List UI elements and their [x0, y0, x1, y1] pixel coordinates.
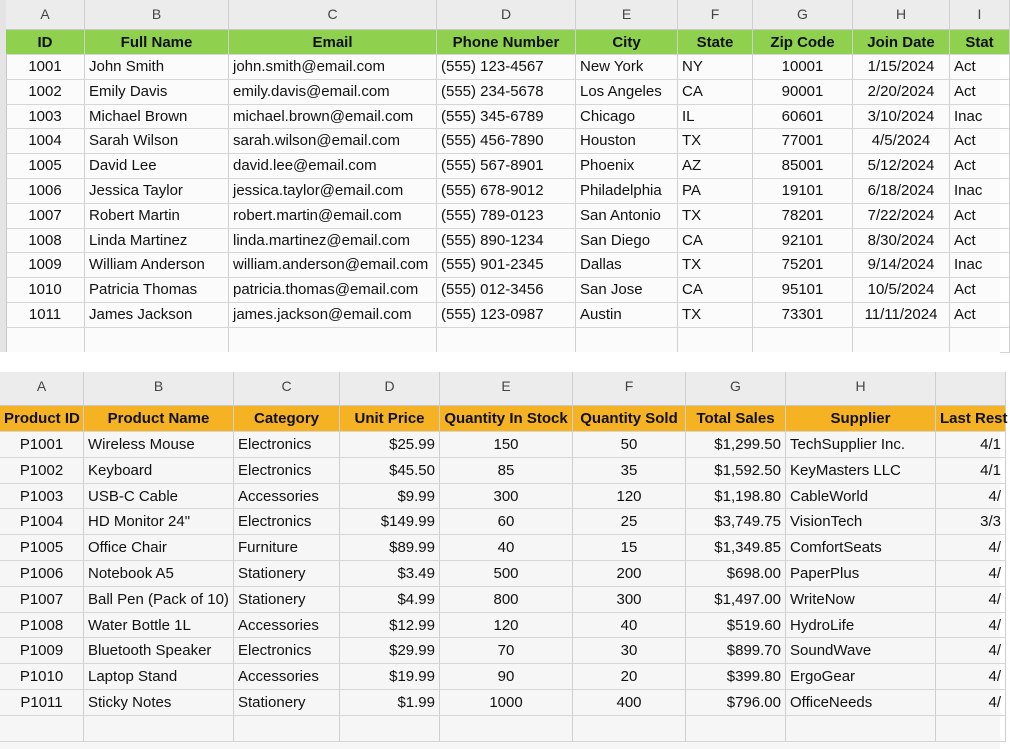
table-cell[interactable]: emily.davis@email.com [229, 80, 437, 105]
product-spreadsheet [0, 372, 1008, 749]
table-cell[interactable]: NY [678, 55, 753, 80]
table-row [0, 179, 1000, 204]
table-cell[interactable]: San Jose [576, 278, 678, 303]
table-cell[interactable]: P1009 [0, 638, 84, 664]
empty-cell[interactable] [936, 716, 1006, 742]
table-cell[interactable]: Linda Martinez [85, 229, 229, 254]
table-cell[interactable]: Philadelphia [576, 179, 678, 204]
column-header-cell[interactable]: Quantity In Stock [440, 406, 573, 432]
table-cell[interactable]: 10/5/2024 [853, 278, 950, 303]
table-cell[interactable]: 1010 [6, 278, 85, 303]
table-cell[interactable]: (555) 890-1234 [437, 229, 576, 254]
table-cell[interactable]: $149.99 [340, 509, 440, 535]
table-cell[interactable]: 40 [573, 613, 686, 639]
table-cell[interactable]: $399.80 [686, 664, 786, 690]
empty-cell[interactable] [686, 716, 786, 742]
table-cell[interactable]: Inac [950, 253, 1010, 278]
table-cell[interactable]: ErgoGear [786, 664, 936, 690]
column-header-cell[interactable]: Join Date [853, 30, 950, 55]
table-row [0, 535, 1000, 561]
column-letter[interactable]: G [753, 0, 853, 30]
table-row [0, 587, 1000, 613]
table-cell[interactable]: 85001 [753, 154, 853, 179]
table-cell[interactable]: Notebook A5 [84, 561, 234, 587]
empty-cell[interactable] [0, 716, 84, 742]
column-header-cell[interactable]: State [678, 30, 753, 55]
table-cell[interactable]: Act [950, 204, 1010, 229]
table-cell[interactable]: james.jackson@email.com [229, 303, 437, 328]
column-header-cell[interactable]: Product Name [84, 406, 234, 432]
table-cell[interactable]: CA [678, 80, 753, 105]
empty-cell[interactable] [786, 716, 936, 742]
table-cell[interactable]: TX [678, 204, 753, 229]
table-cell[interactable]: 300 [573, 587, 686, 613]
column-letter[interactable]: F [573, 372, 686, 406]
table-cell[interactable]: 120 [573, 484, 686, 510]
table-cell[interactable]: Keyboard [84, 458, 234, 484]
table-cell[interactable]: Act [950, 129, 1010, 154]
table-cell[interactable]: $9.99 [340, 484, 440, 510]
table-cell[interactable]: 1004 [6, 129, 85, 154]
column-letter-row [0, 0, 1000, 30]
empty-cell[interactable] [950, 328, 1010, 353]
table-cell[interactable]: michael.brown@email.com [229, 105, 437, 130]
table-cell[interactable]: CA [678, 229, 753, 254]
table-cell[interactable]: Dallas [576, 253, 678, 278]
table-cell[interactable]: 1001 [6, 55, 85, 80]
table-cell[interactable]: Wireless Mouse [84, 432, 234, 458]
table-cell[interactable]: Act [950, 55, 1010, 80]
table-cell[interactable]: (555) 901-2345 [437, 253, 576, 278]
table-cell[interactable]: PaperPlus [786, 561, 936, 587]
table-cell[interactable]: ComfortSeats [786, 535, 936, 561]
table-cell[interactable]: 3/3 [936, 509, 1006, 535]
table-cell[interactable]: Chicago [576, 105, 678, 130]
table-cell[interactable]: P1004 [0, 509, 84, 535]
table-cell[interactable]: SoundWave [786, 638, 936, 664]
table-cell[interactable]: 11/11/2024 [853, 303, 950, 328]
table-cell[interactable]: Bluetooth Speaker [84, 638, 234, 664]
table-cell[interactable]: P1001 [0, 432, 84, 458]
table-cell[interactable]: 2/20/2024 [853, 80, 950, 105]
table-cell[interactable]: 1008 [6, 229, 85, 254]
table-cell[interactable]: william.anderson@email.com [229, 253, 437, 278]
column-letter-row [0, 372, 1000, 406]
table-cell[interactable]: Act [950, 303, 1010, 328]
table-cell[interactable]: 30 [573, 638, 686, 664]
column-letter[interactable]: G [686, 372, 786, 406]
table-cell[interactable]: OfficeNeeds [786, 690, 936, 716]
table-cell[interactable]: 20 [573, 664, 686, 690]
table-header-row [0, 406, 1008, 432]
column-letter[interactable]: D [437, 0, 576, 30]
table-cell[interactable]: CA [678, 278, 753, 303]
table-cell[interactable]: Furniture [234, 535, 340, 561]
table-cell[interactable]: Inac [950, 179, 1010, 204]
table-cell[interactable]: TX [678, 253, 753, 278]
column-letter[interactable]: C [229, 0, 437, 30]
table-cell[interactable]: KeyMasters LLC [786, 458, 936, 484]
column-letter[interactable]: H [853, 0, 950, 30]
table-cell[interactable]: San Antonio [576, 204, 678, 229]
table-cell[interactable]: 9/14/2024 [853, 253, 950, 278]
table-cell[interactable]: 400 [573, 690, 686, 716]
table-cell[interactable]: 4/ [936, 613, 1006, 639]
table-cell[interactable]: linda.martinez@email.com [229, 229, 437, 254]
table-cell[interactable]: 50 [573, 432, 686, 458]
empty-row [0, 328, 1000, 353]
table-cell[interactable]: 800 [440, 587, 573, 613]
table-cell[interactable]: (555) 789-0123 [437, 204, 576, 229]
table-cell[interactable]: 95101 [753, 278, 853, 303]
table-row [0, 484, 1000, 510]
empty-cell[interactable] [753, 328, 853, 353]
table-row [0, 278, 1000, 303]
table-cell[interactable]: $29.99 [340, 638, 440, 664]
table-cell[interactable]: 60 [440, 509, 573, 535]
table-cell[interactable]: P1002 [0, 458, 84, 484]
empty-cell[interactable] [853, 328, 950, 353]
table-cell[interactable]: 4/ [936, 484, 1006, 510]
table-cell[interactable]: 90001 [753, 80, 853, 105]
table-cell[interactable]: Phoenix [576, 154, 678, 179]
column-header-cell[interactable]: Quantity Sold [573, 406, 686, 432]
empty-cell[interactable] [576, 328, 678, 353]
column-letter[interactable]: D [340, 372, 440, 406]
table-cell[interactable]: Electronics [234, 432, 340, 458]
column-header-cell[interactable]: Zip Code [753, 30, 853, 55]
table-cell[interactable]: 200 [573, 561, 686, 587]
empty-cell[interactable] [437, 328, 576, 353]
table-cell[interactable]: jessica.taylor@email.com [229, 179, 437, 204]
table-cell[interactable]: Laptop Stand [84, 664, 234, 690]
customer-spreadsheet [0, 0, 1000, 352]
table-cell[interactable]: $698.00 [686, 561, 786, 587]
table-cell[interactable]: Electronics [234, 458, 340, 484]
table-cell[interactable]: 4/1 [936, 432, 1006, 458]
table-cell[interactable]: (555) 123-4567 [437, 55, 576, 80]
table-cell[interactable]: $3,749.75 [686, 509, 786, 535]
table-cell[interactable]: Act [950, 154, 1010, 179]
table-row [0, 55, 1000, 80]
table-cell[interactable]: 1009 [6, 253, 85, 278]
table-cell[interactable]: Electronics [234, 509, 340, 535]
table-cell[interactable]: 1000 [440, 690, 573, 716]
table-cell[interactable]: (555) 567-8901 [437, 154, 576, 179]
table-row [0, 432, 1000, 458]
table-row [0, 105, 1000, 130]
table-cell[interactable]: San Diego [576, 229, 678, 254]
table-row [0, 303, 1000, 328]
table-cell[interactable]: Robert Martin [85, 204, 229, 229]
table-cell[interactable]: david.lee@email.com [229, 154, 437, 179]
table-cell[interactable]: Water Bottle 1L [84, 613, 234, 639]
column-letter[interactable]: C [234, 372, 340, 406]
table-cell[interactable]: 4/ [936, 638, 1006, 664]
table-cell[interactable]: David Lee [85, 154, 229, 179]
table-cell[interactable]: William Anderson [85, 253, 229, 278]
sheet-separator [0, 352, 1000, 372]
table-cell[interactable]: $12.99 [340, 613, 440, 639]
column-header-cell[interactable]: Supplier [786, 406, 936, 432]
table-cell[interactable]: (555) 345-6789 [437, 105, 576, 130]
table-cell[interactable]: robert.martin@email.com [229, 204, 437, 229]
column-header-cell[interactable]: City [576, 30, 678, 55]
table-cell[interactable]: P1006 [0, 561, 84, 587]
table-cell[interactable]: 150 [440, 432, 573, 458]
table-cell[interactable]: 35 [573, 458, 686, 484]
table-cell[interactable]: 75201 [753, 253, 853, 278]
table-row [0, 561, 1000, 587]
column-header-cell[interactable]: Phone Number [437, 30, 576, 55]
table-cell[interactable]: (555) 456-7890 [437, 129, 576, 154]
table-cell[interactable]: Electronics [234, 638, 340, 664]
table-cell[interactable]: 1005 [6, 154, 85, 179]
table-cell[interactable]: 60601 [753, 105, 853, 130]
table-cell[interactable]: Ball Pen (Pack of 10) [84, 587, 234, 613]
empty-cell[interactable] [6, 328, 85, 353]
table-cell[interactable]: 4/ [936, 664, 1006, 690]
column-letter[interactable]: A [0, 372, 84, 406]
table-row [0, 129, 1000, 154]
table-cell[interactable]: TX [678, 303, 753, 328]
table-cell[interactable]: Accessories [234, 664, 340, 690]
table-cell[interactable]: HydroLife [786, 613, 936, 639]
table-cell[interactable]: $3.49 [340, 561, 440, 587]
table-cell[interactable]: 25 [573, 509, 686, 535]
column-letter[interactable]: H [786, 372, 936, 406]
table-cell[interactable]: 70 [440, 638, 573, 664]
table-cell[interactable]: Stationery [234, 690, 340, 716]
table-cell[interactable]: 85 [440, 458, 573, 484]
column-letter[interactable]: F [678, 0, 753, 30]
column-letter[interactable]: B [84, 372, 234, 406]
table-cell[interactable]: Sarah Wilson [85, 129, 229, 154]
table-cell[interactable]: USB-C Cable [84, 484, 234, 510]
table-cell[interactable]: 1006 [6, 179, 85, 204]
table-cell[interactable]: P1010 [0, 664, 84, 690]
column-header-cell[interactable]: Email [229, 30, 437, 55]
table-cell[interactable]: AZ [678, 154, 753, 179]
table-cell[interactable]: 4/1 [936, 458, 1006, 484]
table-cell[interactable]: 1011 [6, 303, 85, 328]
table-cell[interactable]: $796.00 [686, 690, 786, 716]
table-cell[interactable]: P1008 [0, 613, 84, 639]
column-letter[interactable]: E [440, 372, 573, 406]
empty-cell[interactable] [234, 716, 340, 742]
table-cell[interactable]: Patricia Thomas [85, 278, 229, 303]
table-cell[interactable]: patricia.thomas@email.com [229, 278, 437, 303]
empty-cell[interactable] [85, 328, 229, 353]
table-cell[interactable]: $1.99 [340, 690, 440, 716]
column-header-cell[interactable]: Last Rest [936, 406, 1006, 432]
table-cell[interactable]: $1,592.50 [686, 458, 786, 484]
table-cell[interactable]: $4.99 [340, 587, 440, 613]
table-cell[interactable]: Los Angeles [576, 80, 678, 105]
table-cell[interactable]: $1,349.85 [686, 535, 786, 561]
table-cell[interactable]: (555) 012-3456 [437, 278, 576, 303]
table-cell[interactable]: 1003 [6, 105, 85, 130]
column-letter[interactable]: B [85, 0, 229, 30]
table-cell[interactable]: CableWorld [786, 484, 936, 510]
empty-cell[interactable] [84, 716, 234, 742]
table-cell[interactable]: $45.50 [340, 458, 440, 484]
empty-cell[interactable] [573, 716, 686, 742]
table-cell[interactable]: 1002 [6, 80, 85, 105]
table-cell[interactable]: 10001 [753, 55, 853, 80]
table-row [0, 509, 1000, 535]
table-cell[interactable]: Office Chair [84, 535, 234, 561]
table-cell[interactable]: 5/12/2024 [853, 154, 950, 179]
table-cell[interactable]: 4/ [936, 561, 1006, 587]
table-cell[interactable]: Michael Brown [85, 105, 229, 130]
table-cell[interactable]: (555) 123-0987 [437, 303, 576, 328]
table-cell[interactable]: Austin [576, 303, 678, 328]
empty-cell[interactable] [229, 328, 437, 353]
empty-cell[interactable] [340, 716, 440, 742]
table-cell[interactable]: 4/ [936, 587, 1006, 613]
table-cell[interactable]: 4/ [936, 535, 1006, 561]
table-cell[interactable]: Emily Davis [85, 80, 229, 105]
table-cell[interactable]: Act [950, 278, 1010, 303]
column-header-cell[interactable]: Total Sales [686, 406, 786, 432]
table-row [0, 613, 1000, 639]
table-row [0, 80, 1000, 105]
table-cell[interactable]: 6/18/2024 [853, 179, 950, 204]
table-row [0, 638, 1000, 664]
table-row [0, 664, 1000, 690]
table-cell[interactable]: Accessories [234, 484, 340, 510]
table-cell[interactable]: New York [576, 55, 678, 80]
table-cell[interactable]: 8/30/2024 [853, 229, 950, 254]
column-header-cell[interactable]: Unit Price [340, 406, 440, 432]
table-cell[interactable]: $25.99 [340, 432, 440, 458]
column-header-cell[interactable]: Category [234, 406, 340, 432]
table-cell[interactable]: VisionTech [786, 509, 936, 535]
table-cell[interactable]: P1007 [0, 587, 84, 613]
table-cell[interactable]: $1,497.00 [686, 587, 786, 613]
table-cell[interactable]: 90 [440, 664, 573, 690]
table-cell[interactable]: 4/ [936, 690, 1006, 716]
column-header-cell[interactable]: Product ID [0, 406, 84, 432]
table-cell[interactable]: 4/5/2024 [853, 129, 950, 154]
table-cell[interactable]: 1/15/2024 [853, 55, 950, 80]
empty-cell[interactable] [678, 328, 753, 353]
table-cell[interactable]: Act [950, 80, 1010, 105]
table-cell[interactable]: P1011 [0, 690, 84, 716]
table-cell[interactable]: 1007 [6, 204, 85, 229]
table-cell[interactable]: $19.99 [340, 664, 440, 690]
column-header-cell[interactable]: Full Name [85, 30, 229, 55]
table-cell[interactable]: 73301 [753, 303, 853, 328]
table-cell[interactable]: 15 [573, 535, 686, 561]
table-row [0, 204, 1000, 229]
table-cell[interactable]: $1,299.50 [686, 432, 786, 458]
table-cell[interactable]: 7/22/2024 [853, 204, 950, 229]
table-cell[interactable]: PA [678, 179, 753, 204]
empty-cell[interactable] [440, 716, 573, 742]
table-row [0, 229, 1000, 254]
table-cell[interactable]: sarah.wilson@email.com [229, 129, 437, 154]
table-cell[interactable]: $519.60 [686, 613, 786, 639]
table-cell[interactable]: $899.70 [686, 638, 786, 664]
table-cell[interactable]: P1005 [0, 535, 84, 561]
table-cell[interactable]: 78201 [753, 204, 853, 229]
table-cell[interactable]: Act [950, 229, 1010, 254]
table-row [0, 253, 1000, 278]
table-cell[interactable]: TX [678, 129, 753, 154]
table-cell[interactable]: 500 [440, 561, 573, 587]
table-cell[interactable]: 40 [440, 535, 573, 561]
table-cell[interactable]: John Smith [85, 55, 229, 80]
table-cell[interactable]: 120 [440, 613, 573, 639]
table-cell[interactable]: Accessories [234, 613, 340, 639]
table-row [0, 458, 1000, 484]
table-cell[interactable]: 3/10/2024 [853, 105, 950, 130]
table-cell[interactable]: P1003 [0, 484, 84, 510]
column-header-cell[interactable]: ID [6, 30, 85, 55]
table-cell[interactable]: HD Monitor 24" [84, 509, 234, 535]
table-cell[interactable]: 19101 [753, 179, 853, 204]
table-row [0, 154, 1000, 179]
table-cell[interactable]: WriteNow [786, 587, 936, 613]
table-cell[interactable]: Stationery [234, 587, 340, 613]
empty-row [0, 716, 1000, 742]
table-cell[interactable]: Stationery [234, 561, 340, 587]
column-letter[interactable] [936, 372, 1006, 406]
column-letter[interactable]: I [950, 0, 1010, 30]
table-cell[interactable]: (555) 234-5678 [437, 80, 576, 105]
table-cell[interactable]: James Jackson [85, 303, 229, 328]
table-row [0, 690, 1000, 716]
column-header-cell[interactable]: Stat [950, 30, 1010, 55]
table-cell[interactable]: Houston [576, 129, 678, 154]
table-cell[interactable]: 300 [440, 484, 573, 510]
table-cell[interactable]: (555) 678-9012 [437, 179, 576, 204]
table-cell[interactable]: Jessica Taylor [85, 179, 229, 204]
column-letter[interactable]: A [6, 0, 85, 30]
table-cell[interactable]: $89.99 [340, 535, 440, 561]
column-letter[interactable]: E [576, 0, 678, 30]
table-cell[interactable]: TechSupplier Inc. [786, 432, 936, 458]
table-cell[interactable]: IL [678, 105, 753, 130]
table-cell[interactable]: Inac [950, 105, 1010, 130]
table-cell[interactable]: john.smith@email.com [229, 55, 437, 80]
table-header-row [0, 30, 1000, 55]
table-cell[interactable]: Sticky Notes [84, 690, 234, 716]
table-cell[interactable]: 77001 [753, 129, 853, 154]
table-cell[interactable]: 92101 [753, 229, 853, 254]
table-cell[interactable]: $1,198.80 [686, 484, 786, 510]
